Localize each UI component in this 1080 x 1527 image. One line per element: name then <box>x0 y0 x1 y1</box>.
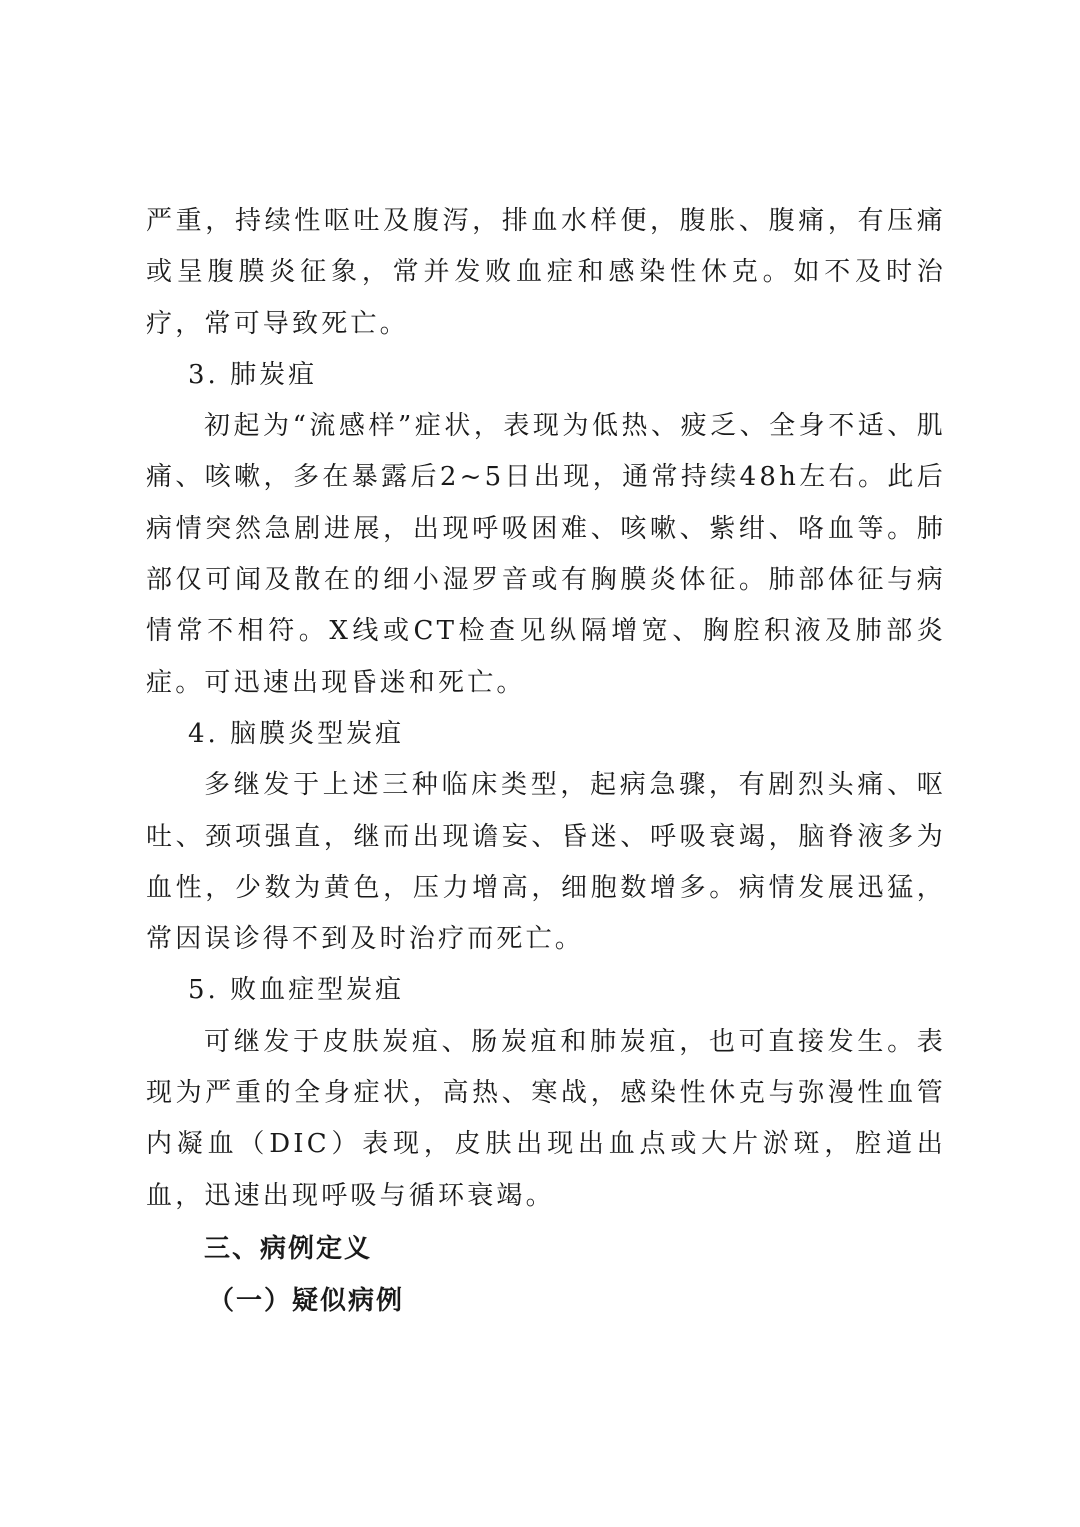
heading-pulmonary-anthrax: 3. 肺炭疽 <box>188 359 318 390</box>
document-body <box>146 196 946 1328</box>
paragraph-pulmonary-anthrax: 初起为“流感样”症状，表现为低热、疲乏、全身不适、肌痛、咳嗽，多在暴露后2~5日出现，通常持续48h左右。此后病情突然急剧进展，出现呼吸困难、咳嗽、紫绀、咯血等。肺部仅可闻及散在的细小湿罗音或有胸膜炎体征。肺部体征与病情常不相符。X线或CT检查见纵隔增宽、胸腔积液及肺部炎症。可迅速出现昏迷和死亡。 <box>146 411 946 698</box>
paragraph-intestinal-continued: 严重，持续性呕吐及腹泻，排血水样便，腹胀、腹痛，有压痛或呈腹膜炎征象，常并发败血症和感染性休克。如不及时治疗，常可导致死亡。 <box>146 206 946 339</box>
section-heading-case-definition: 三、病例定义 <box>204 1233 373 1264</box>
subsection-heading-suspected-case: （一）疑似病例 <box>208 1286 405 1317</box>
heading-meningeal-anthrax: 4. 脑膜炎型炭疽 <box>188 718 405 749</box>
heading-septicemic-anthrax: 5. 败血症型炭疽 <box>188 975 405 1006</box>
paragraph-meningeal-anthrax: 多继发于上述三种临床类型，起病急骤，有剧烈头痛、呕吐、颈项强直，继而出现谵妄、昏迷、呼吸衰竭，脑脊液多为血性，少数为黄色，压力增高，细胞数增多。病情发展迅猛，常因误诊得不到及时治疗而死亡。 <box>146 770 946 955</box>
paragraph-septicemic-anthrax: 可继发于皮肤炭疽、肠炭疽和肺炭疽，也可直接发生。表现为严重的全身症状，高热、寒战，感染性休克与弥漫性血管内凝血（DIC）表现，皮肤出现出血点或大片淤斑，腔道出血，迅速出现呼吸与循环衰竭。 <box>146 1026 946 1211</box>
